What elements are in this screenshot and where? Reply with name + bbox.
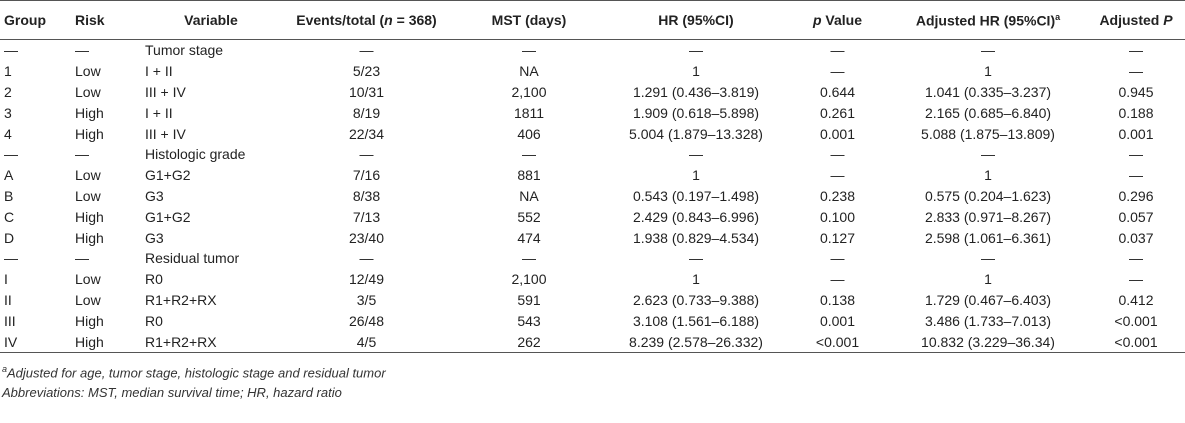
cell-group: 1	[4, 63, 12, 80]
cell-hr: 2.623 (0.733–9.388)	[632, 291, 760, 308]
cell-mst: 591	[517, 291, 541, 308]
cell-mst: 2,100	[511, 83, 547, 100]
cell-hr: 1	[692, 271, 700, 288]
cell-p-value: 0.138	[819, 291, 856, 308]
cell-adjusted-p: —	[1129, 271, 1143, 288]
header-events-suffix: = 368)	[392, 12, 437, 28]
cell-events-total: 4/5	[281, 331, 452, 353]
cell-risk: High	[71, 331, 141, 353]
header-events-total	[281, 1, 452, 40]
cell-group: III	[4, 312, 16, 329]
header-adjusted-p-italic: P	[1163, 12, 1173, 28]
cell-adjusted-hr: 1.041 (0.335–3.237)	[924, 83, 1052, 100]
cell-hr: —	[689, 146, 703, 163]
cell-hr: —	[689, 250, 703, 267]
cell-variable: G1+G2	[145, 167, 191, 184]
cell-adjusted-p: —	[1129, 63, 1143, 80]
cell-risk: —	[75, 250, 89, 267]
cell-adjusted-p: —	[1129, 146, 1143, 163]
cell-events-total: 3/5	[356, 291, 377, 308]
cell-risk: —	[75, 146, 89, 163]
cell-variable: Tumor stage	[145, 42, 224, 59]
cell-variable: Residual tumor	[145, 250, 240, 267]
cell-mst: —	[522, 42, 536, 59]
cell-hr: 1.938 (0.829–4.534)	[632, 229, 760, 246]
cell-mst: 1811	[513, 104, 545, 121]
cell-p-value: —	[830, 42, 845, 59]
cell-p-value: 0.261	[819, 104, 856, 121]
cell-events-total: —	[359, 42, 374, 59]
cell-p-value: 0.127	[819, 229, 856, 246]
cell-events-total: 7/13	[352, 208, 381, 225]
cell-variable: G3	[145, 187, 164, 204]
table-row	[0, 102, 1185, 123]
cell-events-total: 12/49	[348, 271, 385, 288]
cell-adjusted-p: 0.296	[1118, 187, 1154, 204]
cell-risk: Low	[75, 291, 101, 308]
cell-group: II	[4, 291, 12, 308]
cell-p-value: 0.001	[819, 312, 856, 329]
cell-variable: I + II	[145, 63, 173, 80]
cell-group: C	[4, 208, 15, 225]
table-row	[0, 123, 1185, 144]
cell-risk: Low	[75, 271, 101, 288]
cell-adjusted-p: 0.412	[1118, 291, 1154, 308]
footnote-a-mark: a	[2, 364, 8, 375]
cell-variable: III + IV	[145, 125, 186, 142]
cell-hr: 3.108 (1.561–6.188)	[632, 312, 760, 329]
cell-p-value: —	[830, 167, 845, 184]
cell-adjusted-hr: —	[981, 42, 995, 59]
table-row	[0, 227, 1185, 248]
cell-adjusted-hr: 3.486 (1.733–7.013)	[924, 312, 1052, 329]
table-row	[0, 310, 1185, 331]
cell-group: —	[4, 42, 18, 59]
cell-variable: G1+G2	[145, 208, 191, 225]
cell-events-total: —	[359, 146, 374, 163]
cell-adjusted-p: 0.037	[1118, 229, 1154, 246]
cell-events-total: 8/19	[352, 104, 381, 121]
header-adjusted-hr	[889, 1, 1087, 40]
cell-risk: Low	[75, 187, 101, 204]
cell-events-total: 7/16	[352, 167, 381, 184]
footnote-adjusted	[2, 359, 1145, 383]
cell-adjusted-p: 0.945	[1118, 83, 1154, 100]
cell-p-value: —	[830, 63, 845, 80]
table-row	[0, 82, 1185, 103]
table-row	[0, 290, 1185, 311]
cell-mst: —	[522, 250, 536, 267]
cell-mst: 543	[517, 312, 541, 329]
cell-variable: Histologic grade	[145, 146, 246, 163]
header-variable: Variable	[141, 1, 281, 40]
table-row	[0, 186, 1185, 207]
cell-hr: 5.004 (1.879–13.328)	[629, 125, 763, 142]
cell-hr: 1.291 (0.436–3.819)	[632, 83, 760, 100]
cell-group: 3	[4, 104, 12, 121]
cell-adjusted-p: 0.188	[1118, 104, 1154, 121]
cell-variable: G3	[145, 229, 164, 246]
cell-variable: R1+R2+RX	[141, 331, 281, 353]
cell-events-total: —	[359, 250, 374, 267]
cell-adjusted-p: —	[1129, 167, 1143, 184]
cell-p-value: 0.644	[819, 83, 856, 100]
cell-mst: NA	[519, 187, 539, 204]
cell-events-total: 22/34	[348, 125, 385, 142]
cell-adjusted-hr: 2.833 (0.971–8.267)	[924, 208, 1052, 225]
header-adjusted-p-prefix: Adjusted	[1099, 12, 1164, 28]
cell-adjusted-hr: 2.165 (0.685–6.840)	[924, 104, 1052, 121]
cell-mst: —	[522, 146, 536, 163]
cell-hr: —	[689, 42, 703, 59]
cell-adjusted-p: 0.057	[1118, 208, 1154, 225]
cell-adjusted-hr: —	[981, 250, 995, 267]
cell-adjusted-hr: 1	[984, 167, 992, 184]
cell-variable: R0	[145, 271, 163, 288]
cell-risk: High	[75, 312, 104, 329]
header-adjusted-hr-label: Adjusted HR (95%CI)	[915, 12, 1056, 29]
cell-variable: R1+R2+RX	[145, 291, 217, 308]
header-p-italic: p	[812, 12, 822, 28]
cell-group: —	[4, 146, 18, 163]
cell-p-value: 0.001	[819, 125, 856, 142]
cell-variable: III + IV	[145, 83, 186, 100]
cell-mst: 406	[517, 125, 541, 142]
cell-group: 4	[4, 125, 12, 142]
cell-p-value: <0.001	[786, 331, 889, 353]
cell-adjusted-hr: 1.729 (0.467–6.403)	[924, 291, 1052, 308]
cell-p-value: —	[830, 271, 845, 288]
cell-variable: I + II	[145, 104, 173, 121]
cell-adjusted-hr: 0.575 (0.204–1.623)	[924, 187, 1052, 204]
cell-hr: 8.239 (2.578–26.332)	[606, 331, 786, 353]
cell-risk: —	[75, 42, 89, 59]
cell-hr: 1	[692, 167, 700, 184]
cell-group: D	[4, 229, 15, 246]
header-hr: HR (95%CI)	[606, 1, 786, 40]
cell-p-value: 0.238	[819, 187, 856, 204]
header-p-rest: Value	[821, 12, 863, 28]
cell-hr: 2.429 (0.843–6.996)	[632, 208, 760, 225]
table-row	[0, 248, 1185, 269]
cell-risk: Low	[75, 63, 101, 80]
cell-group: B	[4, 187, 14, 204]
table-row	[0, 331, 1185, 353]
cell-adjusted-hr: 5.088 (1.875–13.809)	[921, 125, 1055, 142]
cell-adjusted-p: —	[1129, 42, 1143, 59]
cell-events-total: 8/38	[352, 187, 381, 204]
footnote-a-text: Adjusted for age, tumor stage, histologic stage and residual tumor	[7, 365, 386, 381]
header-adjusted-hr-footnote-mark: a	[1055, 11, 1061, 22]
cell-risk: High	[75, 208, 104, 225]
cell-p-value: —	[830, 250, 845, 267]
header-events-prefix: Events/total (	[296, 12, 385, 28]
cell-adjusted-p: —	[1129, 250, 1143, 267]
cell-hr: 0.543 (0.197–1.498)	[632, 187, 760, 204]
cell-mst: 881	[517, 167, 541, 184]
cell-variable: R0	[145, 312, 163, 329]
cell-risk: Low	[75, 83, 101, 100]
table-row	[0, 61, 1185, 82]
cell-p-value: 0.100	[819, 208, 856, 225]
cell-adjusted-p: 0.001	[1118, 125, 1154, 142]
table-row	[0, 269, 1185, 290]
cell-risk: High	[75, 229, 104, 246]
cell-events-total: 10/31	[348, 83, 385, 100]
cell-adjusted-hr: 1	[984, 271, 992, 288]
header-events-n: n	[384, 12, 393, 28]
cell-adjusted-p: <0.001	[1087, 331, 1185, 353]
cell-risk: High	[75, 104, 104, 121]
cell-group: I	[4, 271, 8, 288]
table-body	[0, 40, 1185, 353]
cell-adjusted-hr: 1	[984, 63, 992, 80]
cell-risk: High	[75, 125, 104, 142]
table-footnotes	[0, 359, 1145, 403]
cell-events-total: 26/48	[348, 312, 385, 329]
header-group: Group	[0, 1, 71, 40]
table-row	[0, 165, 1185, 186]
footnote-abbreviations: Abbreviations: MST, median survival time; HR, hazard ratio	[2, 385, 342, 401]
cell-group: A	[4, 167, 14, 184]
cell-group: —	[4, 250, 18, 267]
header-mst: MST (days)	[452, 1, 606, 40]
cell-events-total: 5/23	[352, 63, 381, 80]
header-p-value	[786, 1, 889, 40]
cell-group: 2	[4, 83, 12, 100]
cell-adjusted-p: <0.001	[1114, 312, 1158, 329]
cell-mst: 552	[517, 208, 541, 225]
header-row	[0, 1, 1185, 40]
cell-adjusted-hr: —	[981, 146, 995, 163]
cell-events-total: 23/40	[348, 229, 385, 246]
cell-p-value: —	[830, 146, 845, 163]
table-header	[0, 1, 1185, 40]
cell-group: IV	[0, 331, 71, 353]
cell-adjusted-hr: 10.832 (3.229–36.34)	[889, 331, 1087, 353]
cell-mst: 262	[452, 331, 606, 353]
table-row	[0, 206, 1185, 227]
cell-hr: 1.909 (0.618–5.898)	[632, 104, 760, 121]
table-row	[0, 40, 1185, 61]
cell-hr: 1	[692, 63, 700, 80]
cell-risk: Low	[75, 167, 101, 184]
cell-mst: 2,100	[511, 271, 547, 288]
header-adjusted-p	[1087, 1, 1185, 40]
header-risk: Risk	[71, 1, 141, 40]
cell-adjusted-hr: 2.598 (1.061–6.361)	[924, 229, 1052, 246]
cell-mst: 474	[517, 229, 541, 246]
table-row	[0, 144, 1185, 165]
cell-mst: NA	[519, 63, 539, 80]
